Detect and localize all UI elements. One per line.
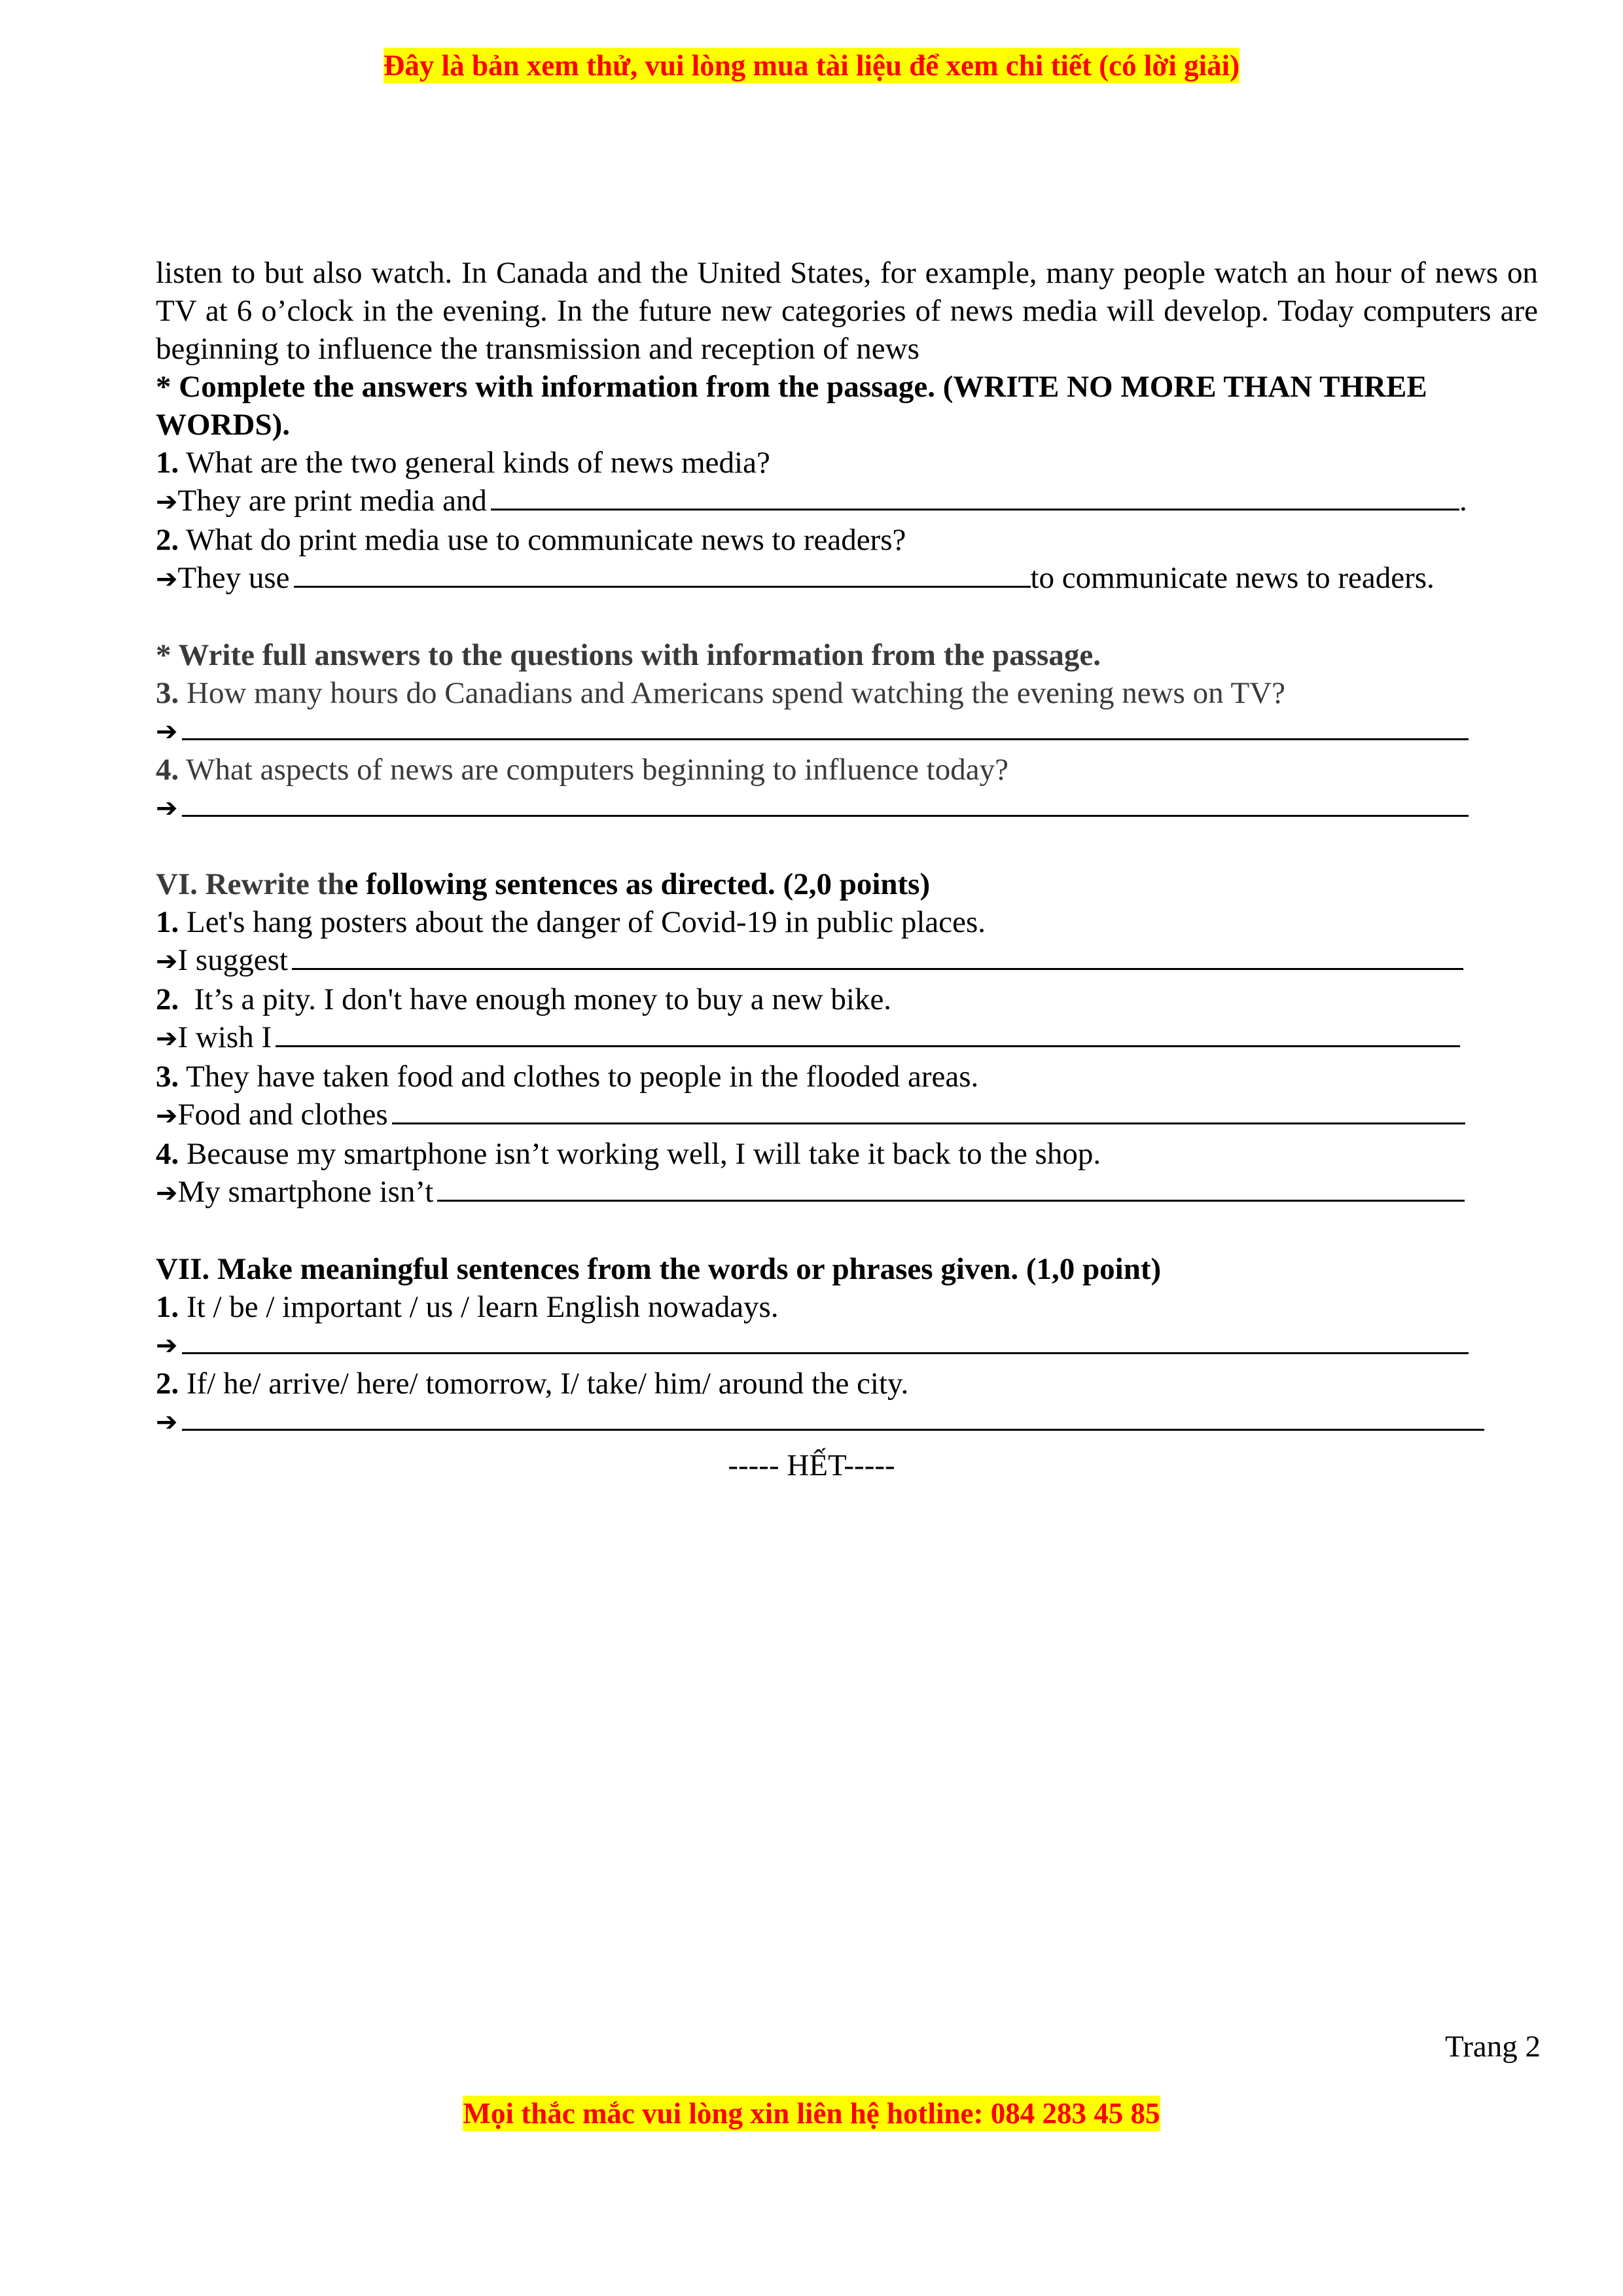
complete-q2: 2. What do print media use to communicate news to readers? xyxy=(156,523,906,557)
preview-banner xyxy=(0,47,1623,84)
section-vii-title: VII. Make meaningful sentences from the words or phrases given. (1,0 point) xyxy=(156,1252,1162,1286)
answer-blank[interactable] xyxy=(276,1019,1460,1047)
vii-a2 xyxy=(156,1403,1538,1441)
arrow-icon: ➔ xyxy=(156,1331,178,1361)
page-number: Trang 2 xyxy=(1445,2030,1541,2064)
answer-blank[interactable] xyxy=(182,789,1469,817)
arrow-icon: ➔ xyxy=(156,487,178,517)
full-a4 xyxy=(156,789,1538,827)
answer-blank[interactable] xyxy=(182,1326,1469,1354)
vi-a4: ➔ My smartphone isn’t xyxy=(156,1173,1538,1212)
answer-blank[interactable] xyxy=(392,1096,1465,1124)
answer-blank[interactable] xyxy=(292,942,1463,970)
complete-instruction: * Complete the answers with information from the passage. (WRITE NO MORE THAN THREE WORDS). xyxy=(156,370,1427,442)
section-vi-title: VI. Rewrite the following sentences as directed. (2,0 points) xyxy=(156,867,931,901)
answer-blank[interactable] xyxy=(182,1403,1484,1431)
arrow-icon: ➔ xyxy=(156,1101,178,1131)
arrow-icon: ➔ xyxy=(156,1407,178,1437)
worksheet-content xyxy=(156,254,1538,1441)
complete-a2: ➔ They use to communicate news to readers. xyxy=(156,559,1538,598)
arrow-icon: ➔ xyxy=(156,793,178,823)
arrow-icon: ➔ xyxy=(156,946,178,977)
answer-blank[interactable] xyxy=(491,482,1459,511)
arrow-icon: ➔ xyxy=(156,717,178,747)
arrow-icon: ➔ xyxy=(156,1024,178,1054)
vi-a2: ➔ I wish I xyxy=(156,1018,1538,1058)
hotline-banner-text: Mọi thắc mắc vui lòng xin liên hệ hotline: 084 283 45 85 xyxy=(463,2097,1160,2130)
arrow-icon: ➔ xyxy=(156,1178,178,1208)
answer-blank[interactable] xyxy=(437,1174,1465,1202)
vii-q1: 1. It / be / important / us / learn English nowadays. xyxy=(156,1290,779,1324)
vii-a1 xyxy=(156,1326,1538,1365)
end-marker: ----- HẾT----- xyxy=(728,1448,895,1482)
preview-banner-text: Đây là bản xem thử, vui lòng mua tài liệu để xem chi tiết (có lời giải) xyxy=(383,49,1240,82)
vi-a3: ➔ Food and clothes xyxy=(156,1096,1538,1135)
complete-q1: 1. What are the two general kinds of news media? xyxy=(156,446,770,480)
full-a3 xyxy=(156,712,1538,751)
vi-q2: 2. It’s a pity. I don't have enough money to buy a new bike. xyxy=(156,982,892,1016)
full-q3: 3. How many hours do Canadians and Americans spend watching the evening news on TV? xyxy=(156,676,1286,710)
passage-end: listen to but also watch. In Canada and the United States, for example, many people watch an hour of news on TV at 6 o’clock in the evening. In the future new categories of news media will develop. Today computers are beginning to influence the transmission and reception of news xyxy=(156,256,1538,366)
answer-blank[interactable] xyxy=(182,712,1469,740)
vi-a1: ➔ I suggest xyxy=(156,941,1538,980)
vii-q2: 2. If/ he/ arrive/ here/ tomorrow, I/ take/ him/ around the city. xyxy=(156,1367,909,1401)
answer-blank[interactable] xyxy=(294,560,1031,588)
full-q4: 4. What aspects of news are computers beginning to influence today? xyxy=(156,753,1008,787)
complete-a1: ➔ They are print media and . xyxy=(156,482,1538,521)
arrow-icon: ➔ xyxy=(156,564,178,594)
vi-q1: 1. Let's hang posters about the danger of Covid-19 in public places. xyxy=(156,905,986,939)
vi-q3: 3. They have taken food and clothes to people in the flooded areas. xyxy=(156,1060,979,1094)
hotline-banner xyxy=(0,2095,1623,2132)
full-instruction: * Write full answers to the questions with information from the passage. xyxy=(156,638,1101,672)
vi-q4: 4. Because my smartphone isn’t working well, I will take it back to the shop. xyxy=(156,1137,1101,1171)
